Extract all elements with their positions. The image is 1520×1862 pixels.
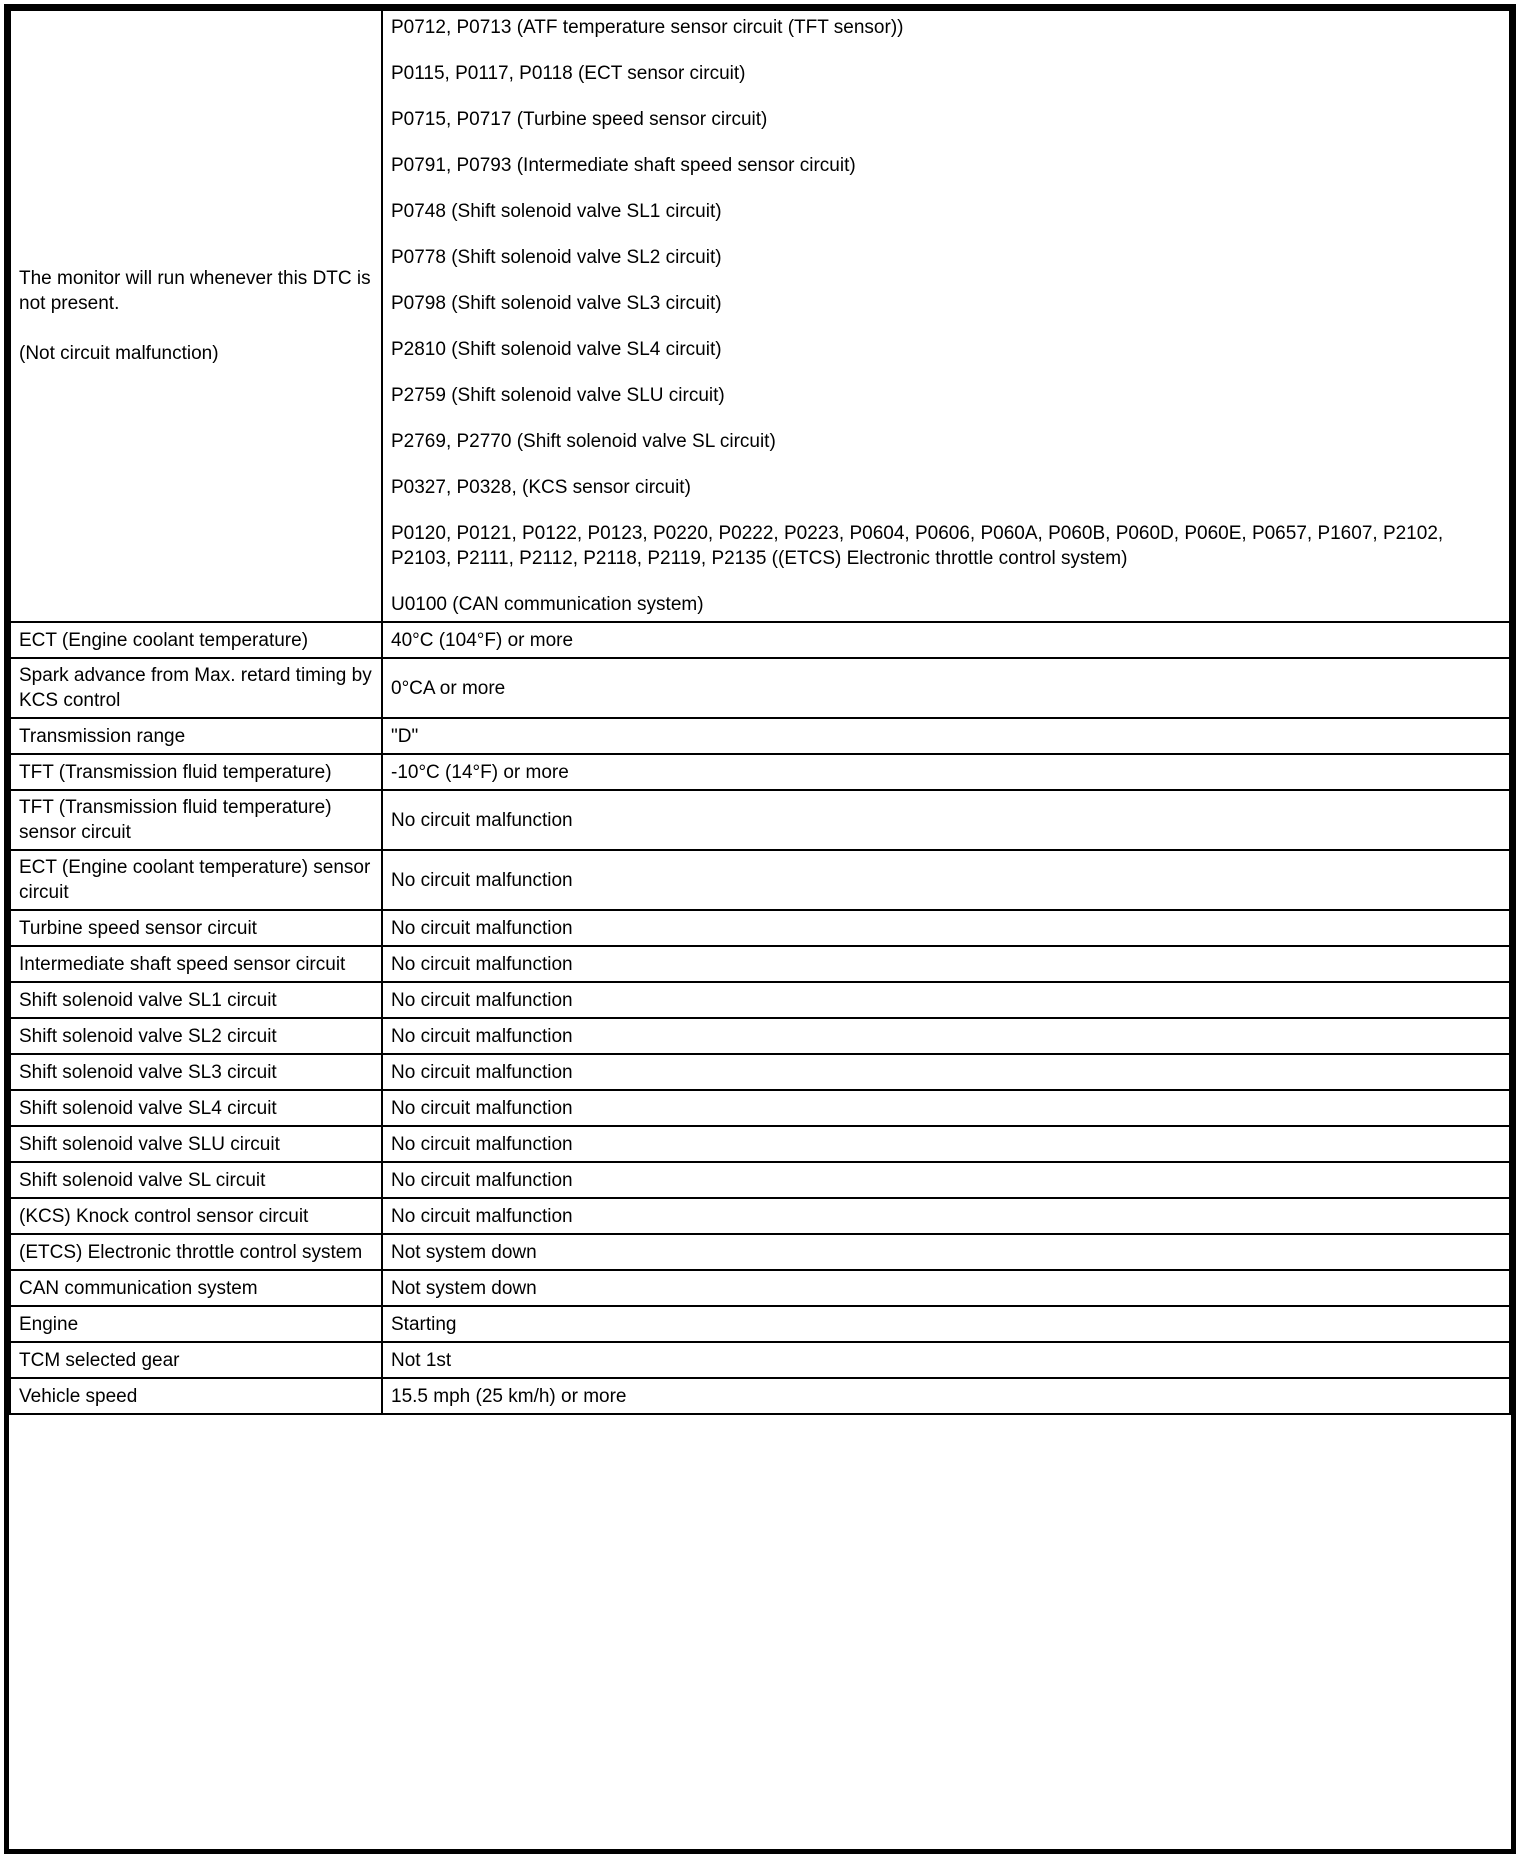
dtc-line: P0798 (Shift solenoid valve SL3 circuit) <box>391 293 722 314</box>
table-row <box>10 1342 1510 1378</box>
condition-value: No circuit malfunction <box>382 790 1510 850</box>
condition-label: Shift solenoid valve SL2 circuit <box>10 1018 382 1054</box>
document-page <box>4 4 1516 1854</box>
condition-label: ECT (Engine coolant temperature) sensor circuit <box>10 850 382 910</box>
table-row <box>10 718 1510 754</box>
dtc-line: P2810 (Shift solenoid valve SL4 circuit) <box>391 339 722 360</box>
table-row <box>10 1234 1510 1270</box>
dtc-line: P0791, P0793 (Intermediate shaft speed sensor circuit) <box>391 155 856 176</box>
table-row <box>10 982 1510 1018</box>
condition-value: No circuit malfunction <box>382 1090 1510 1126</box>
condition-label: Shift solenoid valve SL3 circuit <box>10 1054 382 1090</box>
condition-label: Shift solenoid valve SLU circuit <box>10 1126 382 1162</box>
table-row <box>10 910 1510 946</box>
condition-value: No circuit malfunction <box>382 850 1510 910</box>
condition-value: No circuit malfunction <box>382 946 1510 982</box>
condition-label: Shift solenoid valve SL1 circuit <box>10 982 382 1018</box>
condition-value: "D" <box>382 718 1510 754</box>
condition-value: No circuit malfunction <box>382 910 1510 946</box>
condition-label: TFT (Transmission fluid temperature) sensor circuit <box>10 790 382 850</box>
table-row <box>10 1378 1510 1414</box>
condition-label: (KCS) Knock control sensor circuit <box>10 1198 382 1234</box>
monitor-row <box>10 10 1510 622</box>
table-row <box>10 658 1510 718</box>
condition-label: Shift solenoid valve SL4 circuit <box>10 1090 382 1126</box>
condition-value: No circuit malfunction <box>382 1198 1510 1234</box>
condition-label: Vehicle speed <box>10 1378 382 1414</box>
table-row <box>10 1126 1510 1162</box>
monitor-conditions-table <box>9 9 1511 1415</box>
dtc-line: P0712, P0713 (ATF temperature sensor circuit (TFT sensor)) <box>391 17 904 38</box>
condition-label: Shift solenoid valve SL circuit <box>10 1162 382 1198</box>
table-row <box>10 754 1510 790</box>
condition-label: Spark advance from Max. retard timing by KCS control <box>10 658 382 718</box>
table-row <box>10 850 1510 910</box>
condition-label: Engine <box>10 1306 382 1342</box>
condition-value: No circuit malfunction <box>382 1054 1510 1090</box>
dtc-line: P0715, P0717 (Turbine speed sensor circuit) <box>391 109 768 130</box>
condition-label: TFT (Transmission fluid temperature) <box>10 754 382 790</box>
dtc-line: P0115, P0117, P0118 (ECT sensor circuit) <box>391 63 746 84</box>
condition-value: 0°CA or more <box>382 658 1510 718</box>
condition-value: Not system down <box>382 1234 1510 1270</box>
table-row <box>10 1198 1510 1234</box>
dtc-line: P0748 (Shift solenoid valve SL1 circuit) <box>391 201 722 222</box>
condition-value: No circuit malfunction <box>382 982 1510 1018</box>
condition-value: Not 1st <box>382 1342 1510 1378</box>
monitor-condition-text: The monitor will run whenever this DTC is not present. <box>19 268 371 314</box>
table-row <box>10 1054 1510 1090</box>
dtc-line: P0327, P0328, (KCS sensor circuit) <box>391 477 691 498</box>
monitor-condition-label <box>10 10 382 622</box>
condition-label: Intermediate shaft speed sensor circuit <box>10 946 382 982</box>
dtc-line: P2759 (Shift solenoid valve SLU circuit) <box>391 385 725 406</box>
dtc-list-cell <box>382 10 1510 622</box>
condition-label: TCM selected gear <box>10 1342 382 1378</box>
table-row <box>10 1270 1510 1306</box>
table-row <box>10 790 1510 850</box>
condition-label: CAN communication system <box>10 1270 382 1306</box>
condition-value: No circuit malfunction <box>382 1126 1510 1162</box>
condition-value: Starting <box>382 1306 1510 1342</box>
condition-label: Transmission range <box>10 718 382 754</box>
condition-rows <box>10 622 1510 1414</box>
dtc-line: U0100 (CAN communication system) <box>391 594 704 615</box>
dtc-line: P0778 (Shift solenoid valve SL2 circuit) <box>391 247 722 268</box>
monitor-condition-note: (Not circuit malfunction) <box>19 343 219 364</box>
condition-value: 40°C (104°F) or more <box>382 622 1510 658</box>
table-row <box>10 946 1510 982</box>
condition-label: ECT (Engine coolant temperature) <box>10 622 382 658</box>
table-row <box>10 1090 1510 1126</box>
condition-value: 15.5 mph (25 km/h) or more <box>382 1378 1510 1414</box>
condition-label: Turbine speed sensor circuit <box>10 910 382 946</box>
condition-value: No circuit malfunction <box>382 1018 1510 1054</box>
condition-value: Not system down <box>382 1270 1510 1306</box>
dtc-line: P0120, P0121, P0122, P0123, P0220, P0222, P0223, P0604, P0606, P060A, P060B, P060D, P060E, P0657, P1607, P2102, P2103, P2111, P2112, P2118, P2119, P2135 ((ETCS) Electronic throttle control system) <box>391 523 1444 569</box>
condition-value: -10°C (14°F) or more <box>382 754 1510 790</box>
condition-value: No circuit malfunction <box>382 1162 1510 1198</box>
table-row <box>10 1306 1510 1342</box>
table-row <box>10 1018 1510 1054</box>
table-row <box>10 622 1510 658</box>
condition-label: (ETCS) Electronic throttle control system <box>10 1234 382 1270</box>
table-row <box>10 1162 1510 1198</box>
dtc-line: P2769, P2770 (Shift solenoid valve SL circuit) <box>391 431 776 452</box>
